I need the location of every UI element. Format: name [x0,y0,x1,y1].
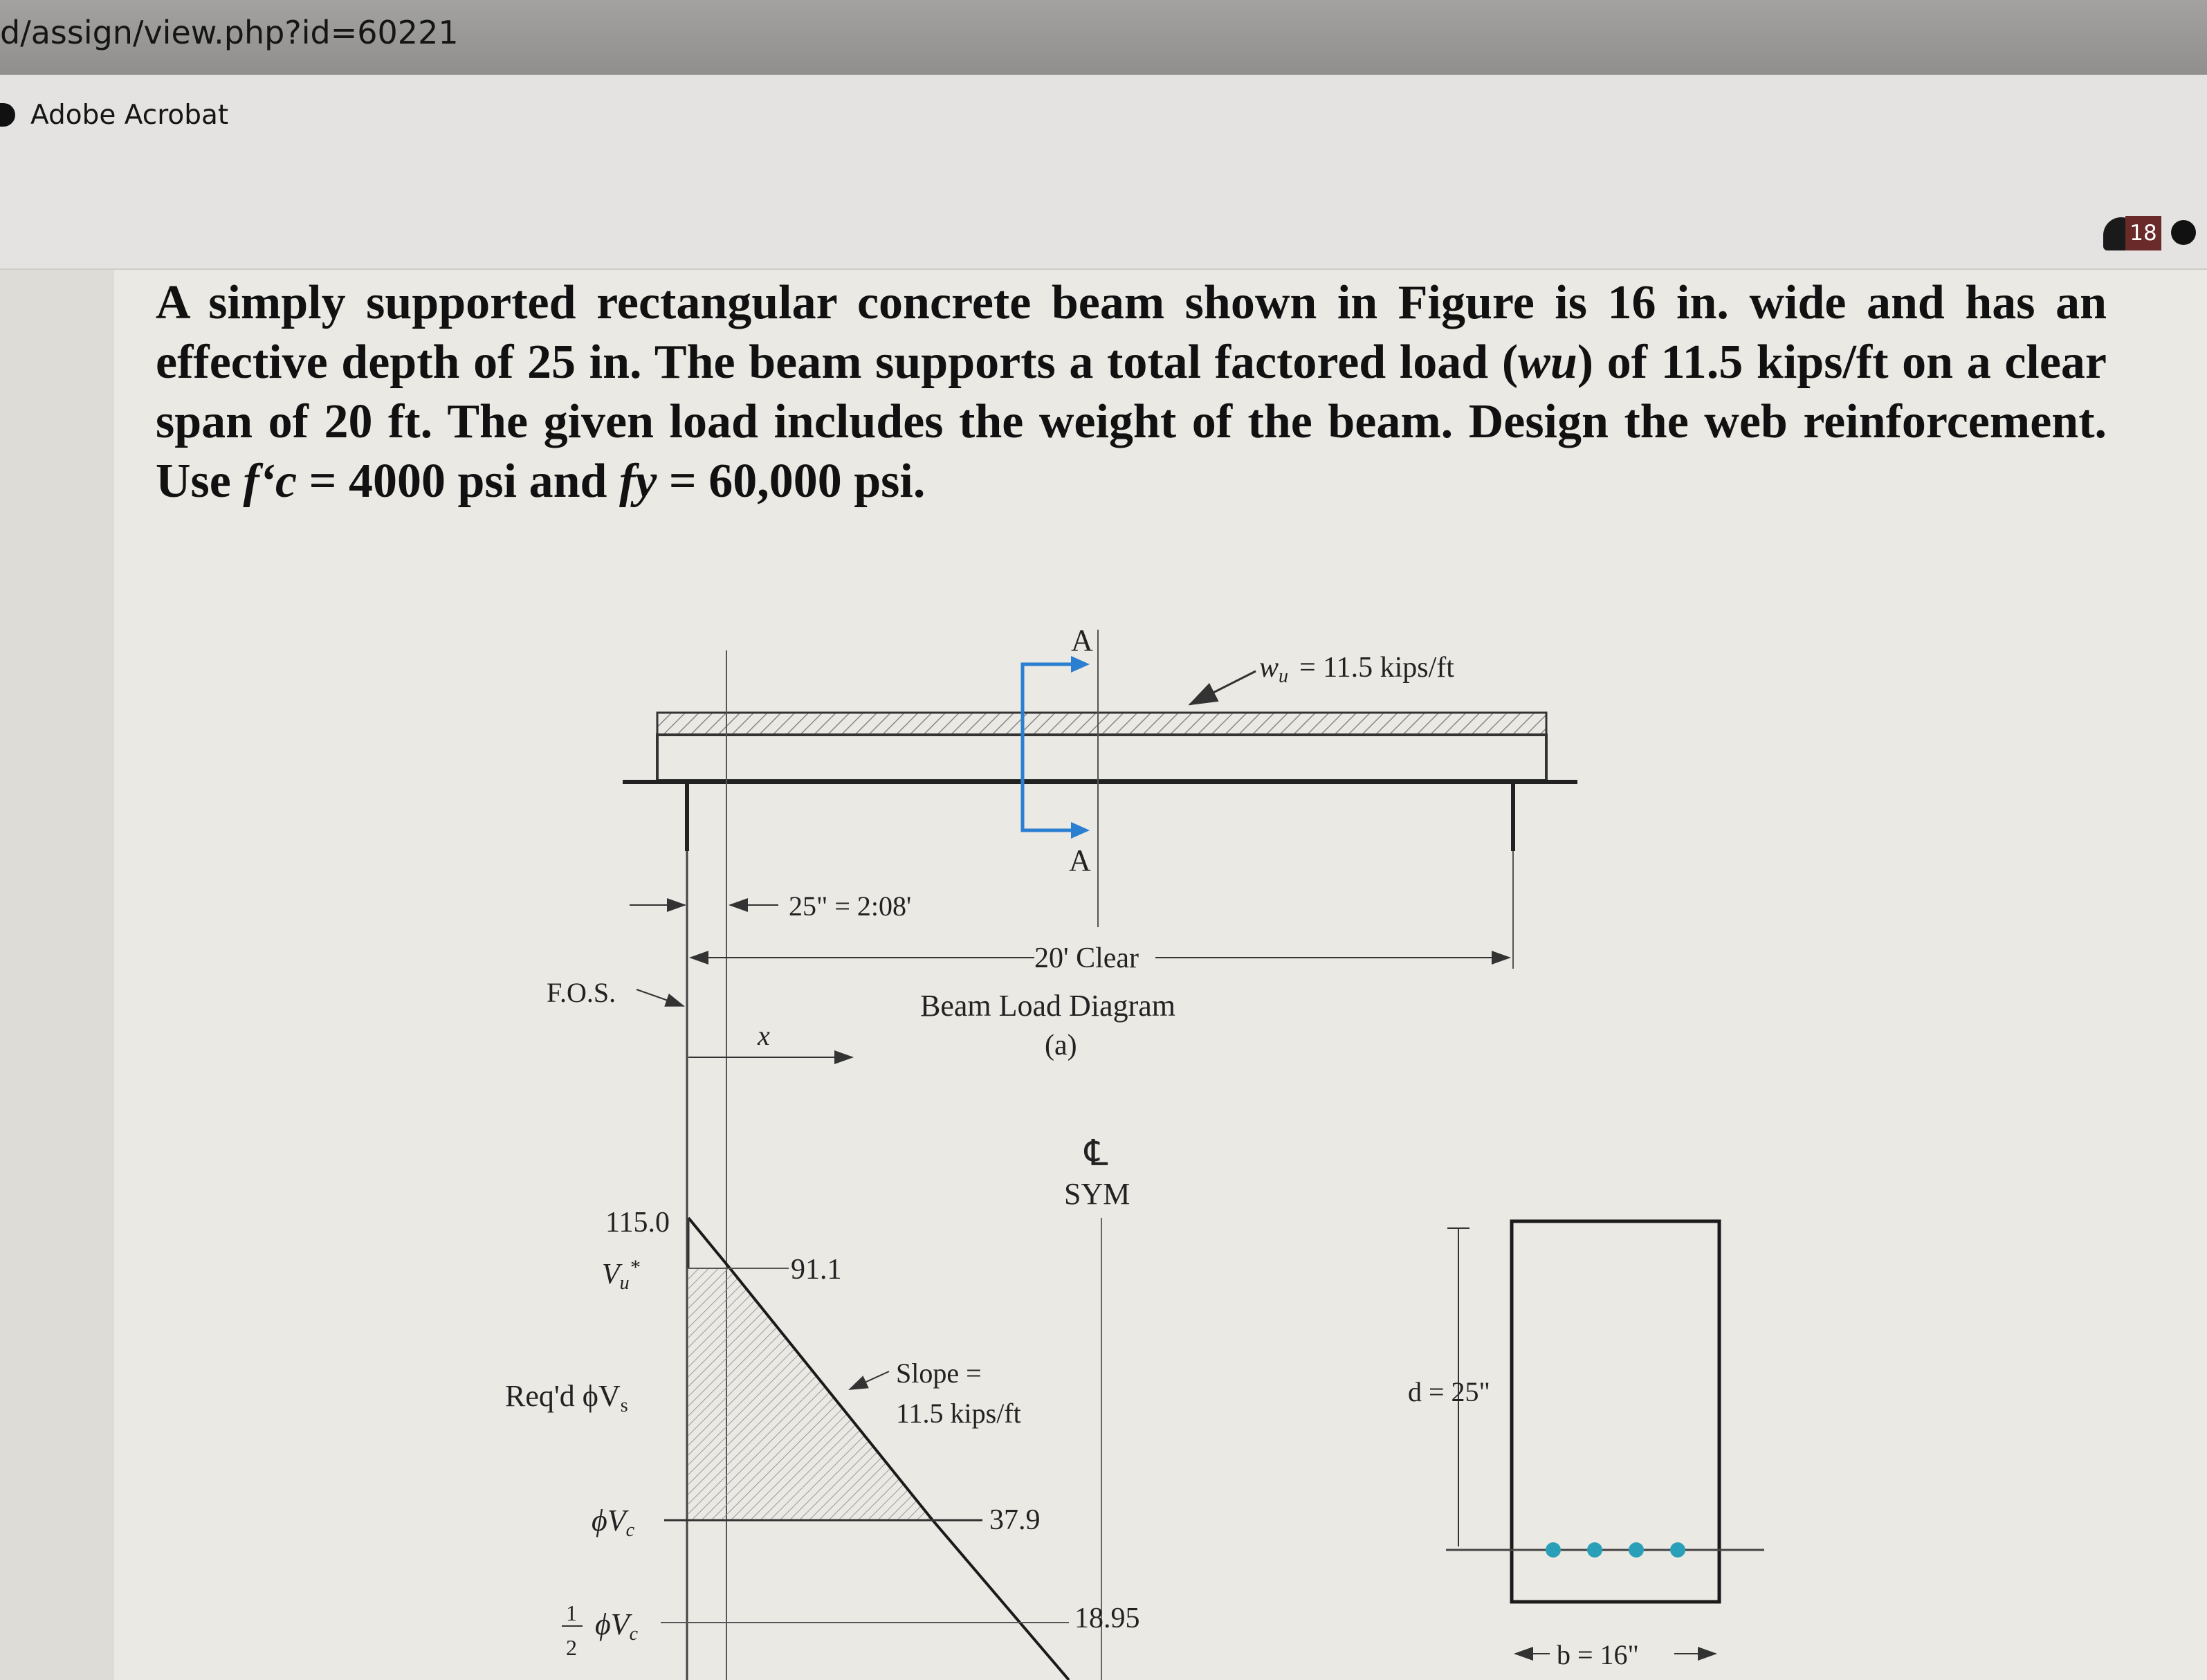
diagram-sub: (a) [1045,1030,1077,1061]
x-label: x [758,1020,770,1051]
v115-label: 115.0 [605,1207,670,1239]
rebar-2 [1587,1542,1602,1558]
vu-label: Vu* [602,1256,640,1294]
bookmark-label: Adobe Acrobat [30,99,229,131]
sym-label: SYM [1064,1177,1130,1211]
section-label-bottom: A [1069,843,1091,877]
v379-label: 37.9 [989,1504,1041,1536]
section-label-top: A [1071,623,1093,657]
cross-section [1512,1221,1719,1602]
beam-body [657,735,1546,780]
problem-text-3: = 4000 psi and [297,455,619,508]
v1895-label: 18.95 [1074,1603,1140,1634]
slope-label-1: Slope = [896,1358,982,1389]
rebar-4 [1670,1542,1685,1558]
problem-text-1: A simply supported rectangular concrete beam shown in Figure is 16 in. wide and has an effective depth of 25 in. The beam supports a total factored load ( [156,276,2107,389]
centerline-symbol: ℄ [1085,1134,1108,1174]
problem-text-4: = 60,000 psi. [657,455,926,508]
phivc-label: ϕVc [592,1504,635,1541]
d-label: d = 25" [1408,1376,1490,1407]
load-leader [1190,671,1256,704]
b-label: b = 16" [1557,1639,1639,1670]
load-strip [657,713,1546,735]
half-num: 1 [566,1600,577,1625]
fos-label: F.O.S. [547,977,616,1008]
load-label: = 11.5 kips/ft [1299,652,1454,684]
clear-span-label: 20' Clear [1034,942,1139,974]
section-arrow-top [1071,656,1090,673]
notification-count-badge: 18 [2125,216,2161,250]
diagram-title: Beam Load Diagram [920,989,1175,1023]
half-den: 2 [566,1635,577,1660]
rebar-1 [1546,1542,1561,1558]
fy-symbol: fy [619,455,657,508]
reqd-phivs-label: Req'd ϕVs [505,1379,628,1416]
problem-text-2: ) of 11.5 kips/ft on a clear span of 20 ft. The given load includes the weight of the beam. Design the web reinforcement. Use [156,336,2107,508]
dim-25-label: 25" = 2:08' [789,891,912,922]
fos-leader [637,989,684,1006]
v91-label: 91.1 [791,1254,842,1286]
slope-leader [850,1371,889,1389]
slope-label-2: 11.5 kips/ft [896,1398,1021,1429]
load-symbol: wu [1259,652,1289,687]
rebar-3 [1629,1542,1644,1558]
fc-symbol: f‘c [243,455,297,508]
reqd-phivs-hatch [688,1268,933,1520]
section-arrow-bottom [1071,822,1090,839]
url-text[interactable]: d/assign/view.php?id=60221 [0,14,459,51]
half-phivc-label: ϕVc [595,1607,639,1645]
wu-symbol: wu [1518,336,1577,389]
